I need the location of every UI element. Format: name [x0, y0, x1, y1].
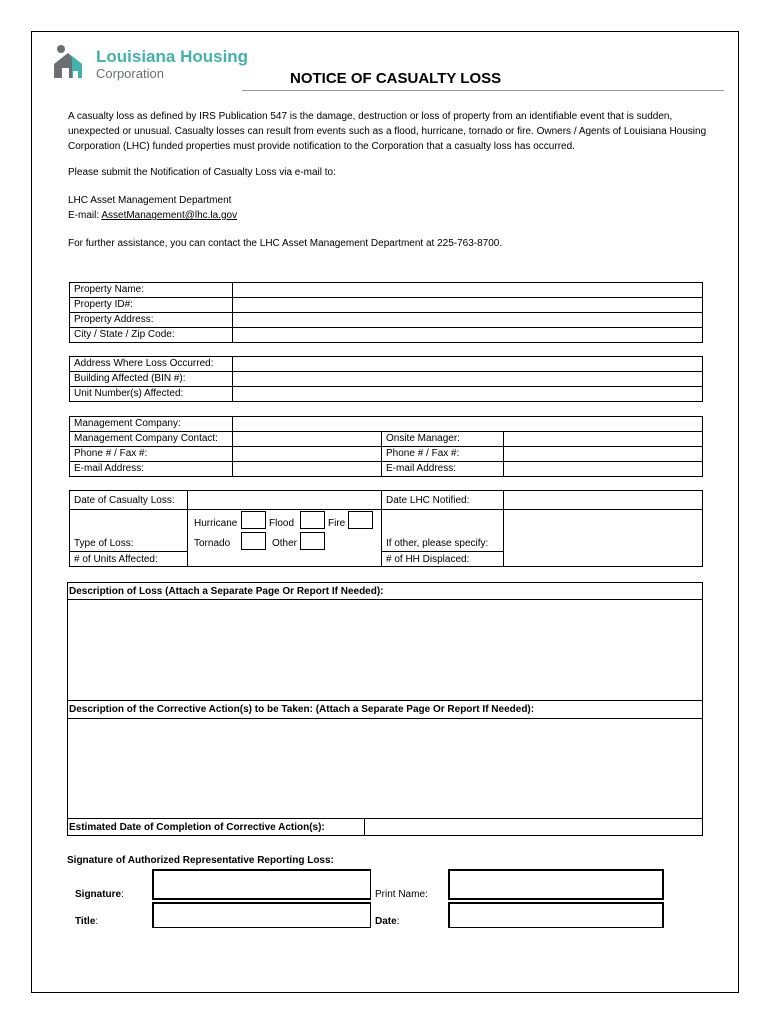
print-name-label: Print Name:	[375, 889, 428, 900]
property-name-field[interactable]	[233, 282, 703, 297]
signature-field[interactable]	[152, 869, 371, 900]
management-phone-field[interactable]	[233, 447, 381, 461]
city-state-zip-field[interactable]	[233, 328, 703, 343]
description-table	[67, 582, 703, 836]
flood-checkbox[interactable]	[300, 511, 325, 529]
tornado-label: Tornado	[194, 538, 231, 549]
other-label: Other	[272, 538, 298, 549]
management-email-label: E-mail Address:	[74, 463, 145, 474]
signature-label: Signature:	[75, 889, 124, 900]
house-logo-icon	[52, 44, 88, 80]
title-field[interactable]	[152, 902, 371, 928]
description-of-loss-label: Description of Loss (Attach a Separate Page Or Report If Needed):	[69, 586, 384, 597]
management-phone-label: Phone # / Fax #:	[74, 448, 148, 459]
casualty-details-table	[69, 490, 703, 567]
management-table	[69, 416, 703, 477]
onsite-phone-field[interactable]	[504, 447, 703, 461]
date-of-casualty-label: Date of Casualty Loss:	[74, 495, 175, 506]
building-affected-label: Building Affected (BIN #):	[74, 373, 186, 384]
units-affected-label: Unit Number(s) Affected:	[74, 388, 184, 399]
city-state-zip-label: City / State / Zip Code:	[74, 329, 175, 340]
hurricane-checkbox[interactable]	[241, 511, 266, 529]
building-affected-field[interactable]	[233, 372, 703, 386]
type-of-loss-label: Type of Loss:	[74, 538, 134, 549]
onsite-manager-label: Onsite Manager:	[386, 433, 460, 444]
management-company-field[interactable]	[233, 416, 703, 431]
property-address-label: Property Address:	[74, 314, 154, 325]
corrective-action-field[interactable]	[68, 719, 702, 818]
fire-checkbox[interactable]	[348, 511, 373, 529]
title-underline	[242, 90, 724, 91]
management-company-label: Management Company:	[74, 418, 181, 429]
email-link[interactable]: AssetManagement@lhc.la.gov	[101, 210, 238, 221]
property-name-label: Property Name:	[74, 284, 145, 295]
intro-paragraph: A casualty loss as defined by IRS Publication 547 is the damage, destruction or loss of property from an identifiable event that is sudden, unexpected or unusual. Casualty losses can result from events such as a flood, hurricane, tornado or fire. Owners / Agents of Louisiana Housing Corporation (LHC) funded properties must provide notification to the Corporation that a casualty loss has occurred.	[68, 111, 707, 152]
onsite-email-label: E-mail Address:	[386, 463, 457, 474]
loss-location-table	[69, 356, 703, 402]
date-lhc-notified-field[interactable]	[504, 490, 703, 509]
department-name: LHC Asset Management Department	[68, 195, 232, 206]
print-name-field[interactable]	[448, 869, 664, 900]
property-table	[69, 282, 703, 343]
property-id-field[interactable]	[233, 298, 703, 312]
date-of-casualty-field[interactable]	[188, 490, 381, 509]
email-line	[68, 210, 237, 222]
assistance-text: For further assistance, you can contact the LHC Asset Management Department at 225-763-8700.	[68, 238, 503, 249]
property-id-label: Property ID#:	[74, 299, 133, 310]
date-field[interactable]	[448, 902, 664, 928]
lhc-logo	[52, 44, 249, 84]
loss-address-field[interactable]	[233, 356, 703, 371]
date-label: Date:	[375, 916, 400, 927]
email-label: E-mail:	[68, 210, 102, 221]
completion-date-field[interactable]	[365, 819, 702, 836]
onsite-manager-field[interactable]	[504, 432, 703, 446]
other-checkbox[interactable]	[300, 532, 325, 550]
corrective-action-label: Description of the Corrective Action(s) to be Taken: (Attach a Separate Page Or Report If Needed):	[69, 704, 535, 715]
units-affected-count-label: # of Units Affected:	[74, 554, 158, 565]
hh-displaced-field[interactable]	[504, 552, 703, 567]
management-contact-label: Management Company Contact:	[74, 433, 218, 444]
logo-line-1: Louisiana Housing	[96, 47, 249, 66]
onsite-email-field[interactable]	[504, 462, 703, 477]
onsite-phone-label: Phone # / Fax #:	[386, 448, 460, 459]
loss-address-label: Address Where Loss Occurred:	[74, 358, 214, 369]
title-label: Title:	[75, 916, 99, 927]
fire-label: Fire	[328, 518, 346, 529]
page-title: NOTICE OF CASUALTY LOSS	[290, 70, 502, 87]
other-specify-field[interactable]	[504, 510, 703, 551]
management-contact-field[interactable]	[233, 432, 381, 446]
logo-line-2: Corporation	[96, 66, 164, 81]
hh-displaced-label: # of HH Displaced:	[386, 554, 470, 565]
flood-label: Flood	[269, 518, 295, 529]
completion-date-label: Estimated Date of Completion of Corrective Action(s):	[69, 822, 325, 833]
submit-instruction: Please submit the Notification of Casualty Loss via e-mail to:	[68, 167, 336, 178]
date-lhc-notified-label: Date LHC Notified:	[386, 495, 470, 506]
hurricane-label: Hurricane	[194, 518, 238, 529]
property-address-field[interactable]	[233, 313, 703, 327]
description-of-loss-field[interactable]	[68, 600, 702, 700]
other-specify-label: If other, please specify:	[386, 538, 489, 549]
units-affected-field[interactable]	[233, 387, 703, 402]
signature-heading: Signature of Authorized Representative Reporting Loss:	[67, 855, 334, 866]
management-email-field[interactable]	[233, 462, 381, 477]
tornado-checkbox[interactable]	[241, 532, 266, 550]
